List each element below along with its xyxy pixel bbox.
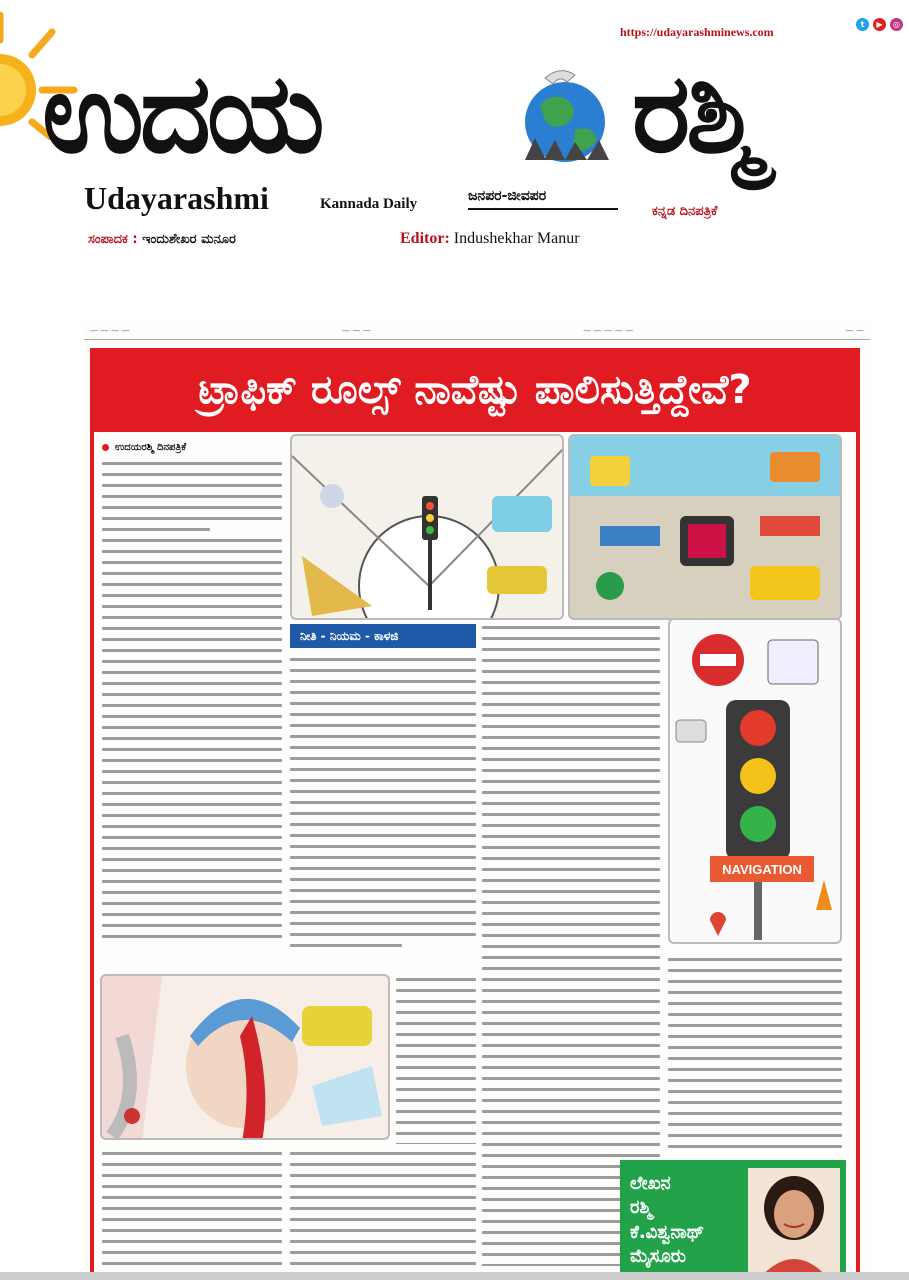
author-line-4: ಮೈಸೂರು (630, 1245, 686, 1267)
text-column-1-lower (102, 1152, 282, 1280)
brand-logo-right: ರಶ್ಮಿ (632, 49, 758, 177)
editor-kannada-label: ಸಂಪಾದಕ : (88, 232, 138, 247)
headline-banner (90, 348, 860, 432)
newspaper-clipping (84, 322, 870, 1280)
bottom-bar (0, 1272, 909, 1280)
navigation-sign: NAVIGATION (722, 862, 802, 877)
editor-english (400, 230, 580, 248)
masthead (0, 0, 909, 300)
author-name (630, 1172, 740, 1269)
website-url[interactable]: https://udayarashminews.com (620, 25, 774, 39)
kannada-daily-label: ಕನ್ನಡ ದಿನಪತ್ರಿಕೆ (652, 204, 718, 219)
tagline-underline (468, 208, 618, 210)
instagram-icon[interactable]: ◎ (890, 18, 903, 31)
author-line-2: ರಶ್ಮಿ (630, 1197, 652, 1219)
brand-logo-left: ಉದಯ (42, 49, 321, 177)
traffic-light-drawing (668, 618, 842, 944)
youtube-icon[interactable]: ▶ (873, 18, 886, 31)
author-line-3: ಕೆ.ವಿಶ್ವನಾಥ್ (630, 1221, 705, 1243)
author-photo (748, 1168, 840, 1280)
bullet-icon (102, 444, 109, 451)
text-column-4 (668, 958, 842, 1154)
tagline: ಜನಪರ-ಜೀವಪರ (468, 188, 547, 204)
page-header-strip: — — — — — — — — — — — — — — (84, 322, 870, 340)
text-column-2-lower (290, 1152, 476, 1280)
headline: ಟ್ರಾಫಿಕ್ ರೂಲ್ಸ್ ನಾವೆಷ್ಟು ಪಾಲಿಸುತ್ತಿದ್ದೇವೆ? (198, 367, 752, 413)
text-column-2 (290, 658, 476, 954)
english-title: Udayarashmi (84, 180, 269, 216)
text-column-1 (102, 462, 282, 962)
editor-kannada-name: ಇಂದುಶೇಖರ ಮನೂರ (142, 232, 236, 247)
section-label: ನೀತಿ - ನಿಯಮ - ಕಾಳಜಿ (290, 624, 476, 648)
byline (102, 442, 186, 453)
traffic-drawing-2 (568, 434, 842, 620)
author-box (620, 1160, 846, 1280)
traffic-drawing-1 (290, 434, 564, 620)
english-subtitle: Kannada Daily (320, 196, 418, 212)
globe-icon (505, 60, 625, 180)
helmet-drawing (100, 974, 390, 1140)
editor-english-name: Indushekhar Manur (453, 230, 580, 247)
byline-text: ಉದಯರಶ್ಮಿ ದಿನಪತ್ರಿಕೆ (115, 442, 187, 453)
editor-english-label: Editor: (400, 230, 450, 247)
social-icons (856, 18, 903, 31)
editor-kannada (88, 232, 236, 247)
twitter-icon[interactable]: t (856, 18, 869, 31)
author-line-1: ಲೇಖನ (630, 1173, 671, 1194)
text-column-5 (396, 978, 476, 1144)
